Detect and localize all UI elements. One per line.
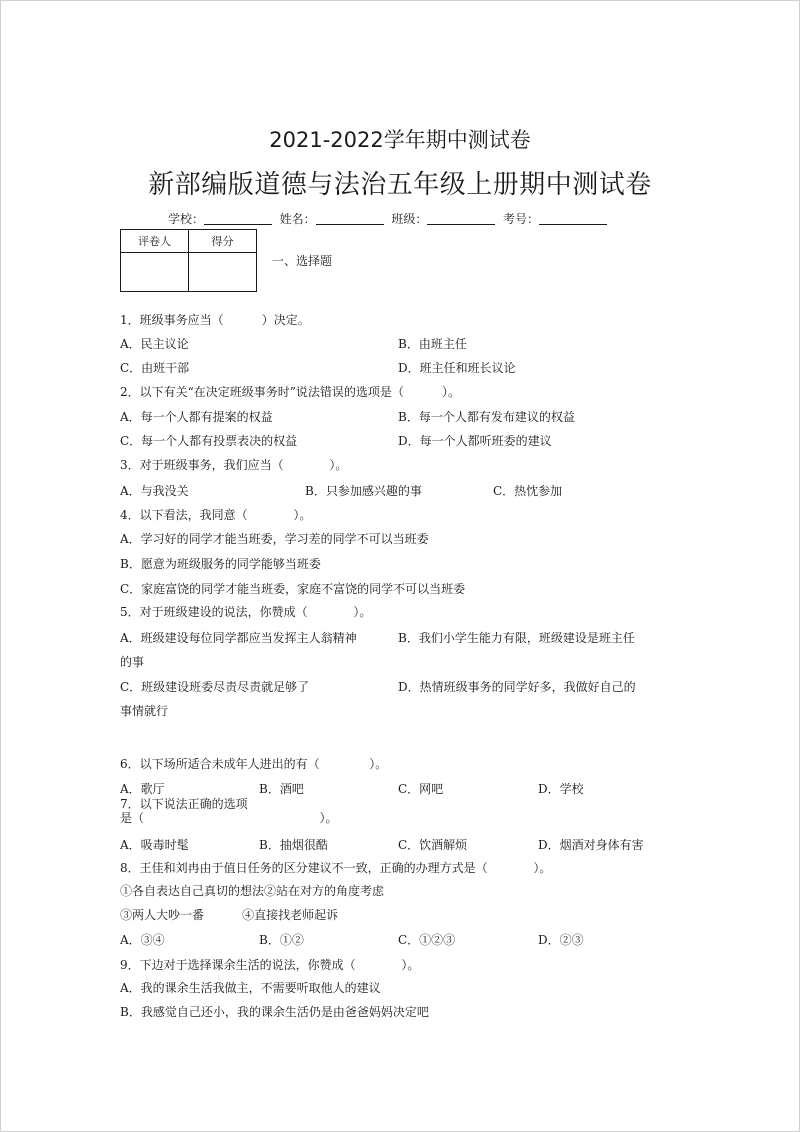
score-table xyxy=(120,229,257,292)
name-label: 姓名： xyxy=(279,212,316,226)
question-6: 6．以下场所适合未成年人进出的有（ ）。 xyxy=(120,757,388,771)
q2-option-b: B．每一个人都有发布建议的权益 xyxy=(398,410,575,424)
q7-option-a: A．吸毒时髦 xyxy=(120,838,189,852)
q6-option-a: A．歌厅 xyxy=(120,782,165,796)
reviewer-header: 评卷人 xyxy=(121,230,189,253)
q3-option-a: A．与我没关 xyxy=(120,484,189,498)
question-7-continued: 是（ ）。 xyxy=(120,811,338,825)
score-header: 得分 xyxy=(189,230,257,253)
student-info-row xyxy=(168,212,607,226)
q5-option-c: C．班级建设班委尽责尽责就足够了 xyxy=(120,680,310,694)
q1-option-d: D．班主任和班长议论 xyxy=(398,361,516,375)
q8-option-a: A．③④ xyxy=(120,933,165,947)
q7-option-c: C．饮酒解烦 xyxy=(398,838,468,852)
question-3: 3．对于班级事务，我们应当（ ）。 xyxy=(120,458,348,472)
question-7: 7．以下说法正确的选项 xyxy=(120,797,248,811)
q5-option-b-continued: 的事 xyxy=(120,655,145,669)
question-4: 4．以下看法，我同意（ ）。 xyxy=(120,508,312,522)
name-field[interactable] xyxy=(316,213,384,225)
q5-option-d: D．热情班级事务的同学好多，我做好自己的 xyxy=(398,680,636,694)
q5-option-b: B．我们小学生能力有限，班级建设是班主任 xyxy=(398,631,635,645)
q2-option-d: D．每一个人都听班委的建议 xyxy=(398,434,552,448)
q9-option-b: B．我感觉自己还小，我的课余生活仍是由爸爸妈妈决定吧 xyxy=(120,1005,429,1019)
question-2: 2．以下有关“在决定班级事务时”说法错误的选项是（ ）。 xyxy=(120,385,461,399)
q5-option-a: A．班级建设每位同学都应当发挥主人翁精神 xyxy=(120,631,357,645)
q1-option-a: A．民主议论 xyxy=(120,337,189,351)
q1-option-c: C．由班干部 xyxy=(120,361,190,375)
exam-year-title: 2021-2022学年期中测试卷 xyxy=(269,128,531,152)
q9-option-a: A．我的课余生活我做主，不需要听取他人的建议 xyxy=(120,981,381,995)
q1-option-b: B．由班主任 xyxy=(398,337,467,351)
school-label: 学校： xyxy=(168,212,205,226)
score-cell[interactable] xyxy=(189,253,257,292)
q8-option-c: C．①②③ xyxy=(398,933,456,947)
q4-option-c: C．家庭富饶的同学才能当班委，家庭不富饶的同学不可以当班委 xyxy=(120,582,466,596)
q5-option-d-continued: 事情就行 xyxy=(120,704,169,718)
q7-option-d: D．烟酒对身体有害 xyxy=(538,838,644,852)
exam-subject-title: 新部编版道德与法治五年级上册期中测试卷 xyxy=(148,170,652,200)
q8-statements-1: ①各自表达自己真切的想法②站在对方的角度考虑 xyxy=(120,884,385,898)
q7-option-b: B．抽烟很酷 xyxy=(259,838,328,852)
exam-no-field[interactable] xyxy=(539,213,607,225)
q3-option-b: B．只参加感兴趣的事 xyxy=(305,484,422,498)
question-5: 5．对于班级建设的说法，你赞成（ ）。 xyxy=(120,605,372,619)
q8-option-d: D．②③ xyxy=(538,933,584,947)
question-1: 1．班级事务应当（ ）决定。 xyxy=(120,313,310,327)
q8-statements-2: ③两人大吵一番 ④直接找老师起诉 xyxy=(120,908,339,922)
q8-option-b: B．①② xyxy=(259,933,304,947)
reviewer-cell[interactable] xyxy=(121,253,189,292)
q2-option-c: C．每一个人都有投票表决的权益 xyxy=(120,434,298,448)
q4-option-b: B．愿意为班级服务的同学能够当班委 xyxy=(120,557,321,571)
question-8: 8．王佳和刘冉由于值日任务的区分建议不一致，正确的办理方式是（ ）。 xyxy=(120,861,552,875)
q2-option-a: A．每一个人都有提案的权益 xyxy=(120,410,273,424)
question-9: 9．下边对于选择课余生活的说法，你赞成（ ）。 xyxy=(120,958,420,972)
class-label: 班级： xyxy=(391,212,428,226)
q3-option-c: C．热忱参加 xyxy=(493,484,563,498)
q6-option-c: C．网吧 xyxy=(398,782,444,796)
exam-no-label: 考号： xyxy=(502,212,539,226)
section-heading: 一、选择题 xyxy=(272,254,333,268)
q4-option-a: A．学习好的同学才能当班委，学习差的同学不可以当班委 xyxy=(120,532,429,546)
q6-option-b: B．酒吧 xyxy=(259,782,304,796)
school-field[interactable] xyxy=(204,213,272,225)
class-field[interactable] xyxy=(427,213,495,225)
q6-option-d: D．学校 xyxy=(538,782,584,796)
